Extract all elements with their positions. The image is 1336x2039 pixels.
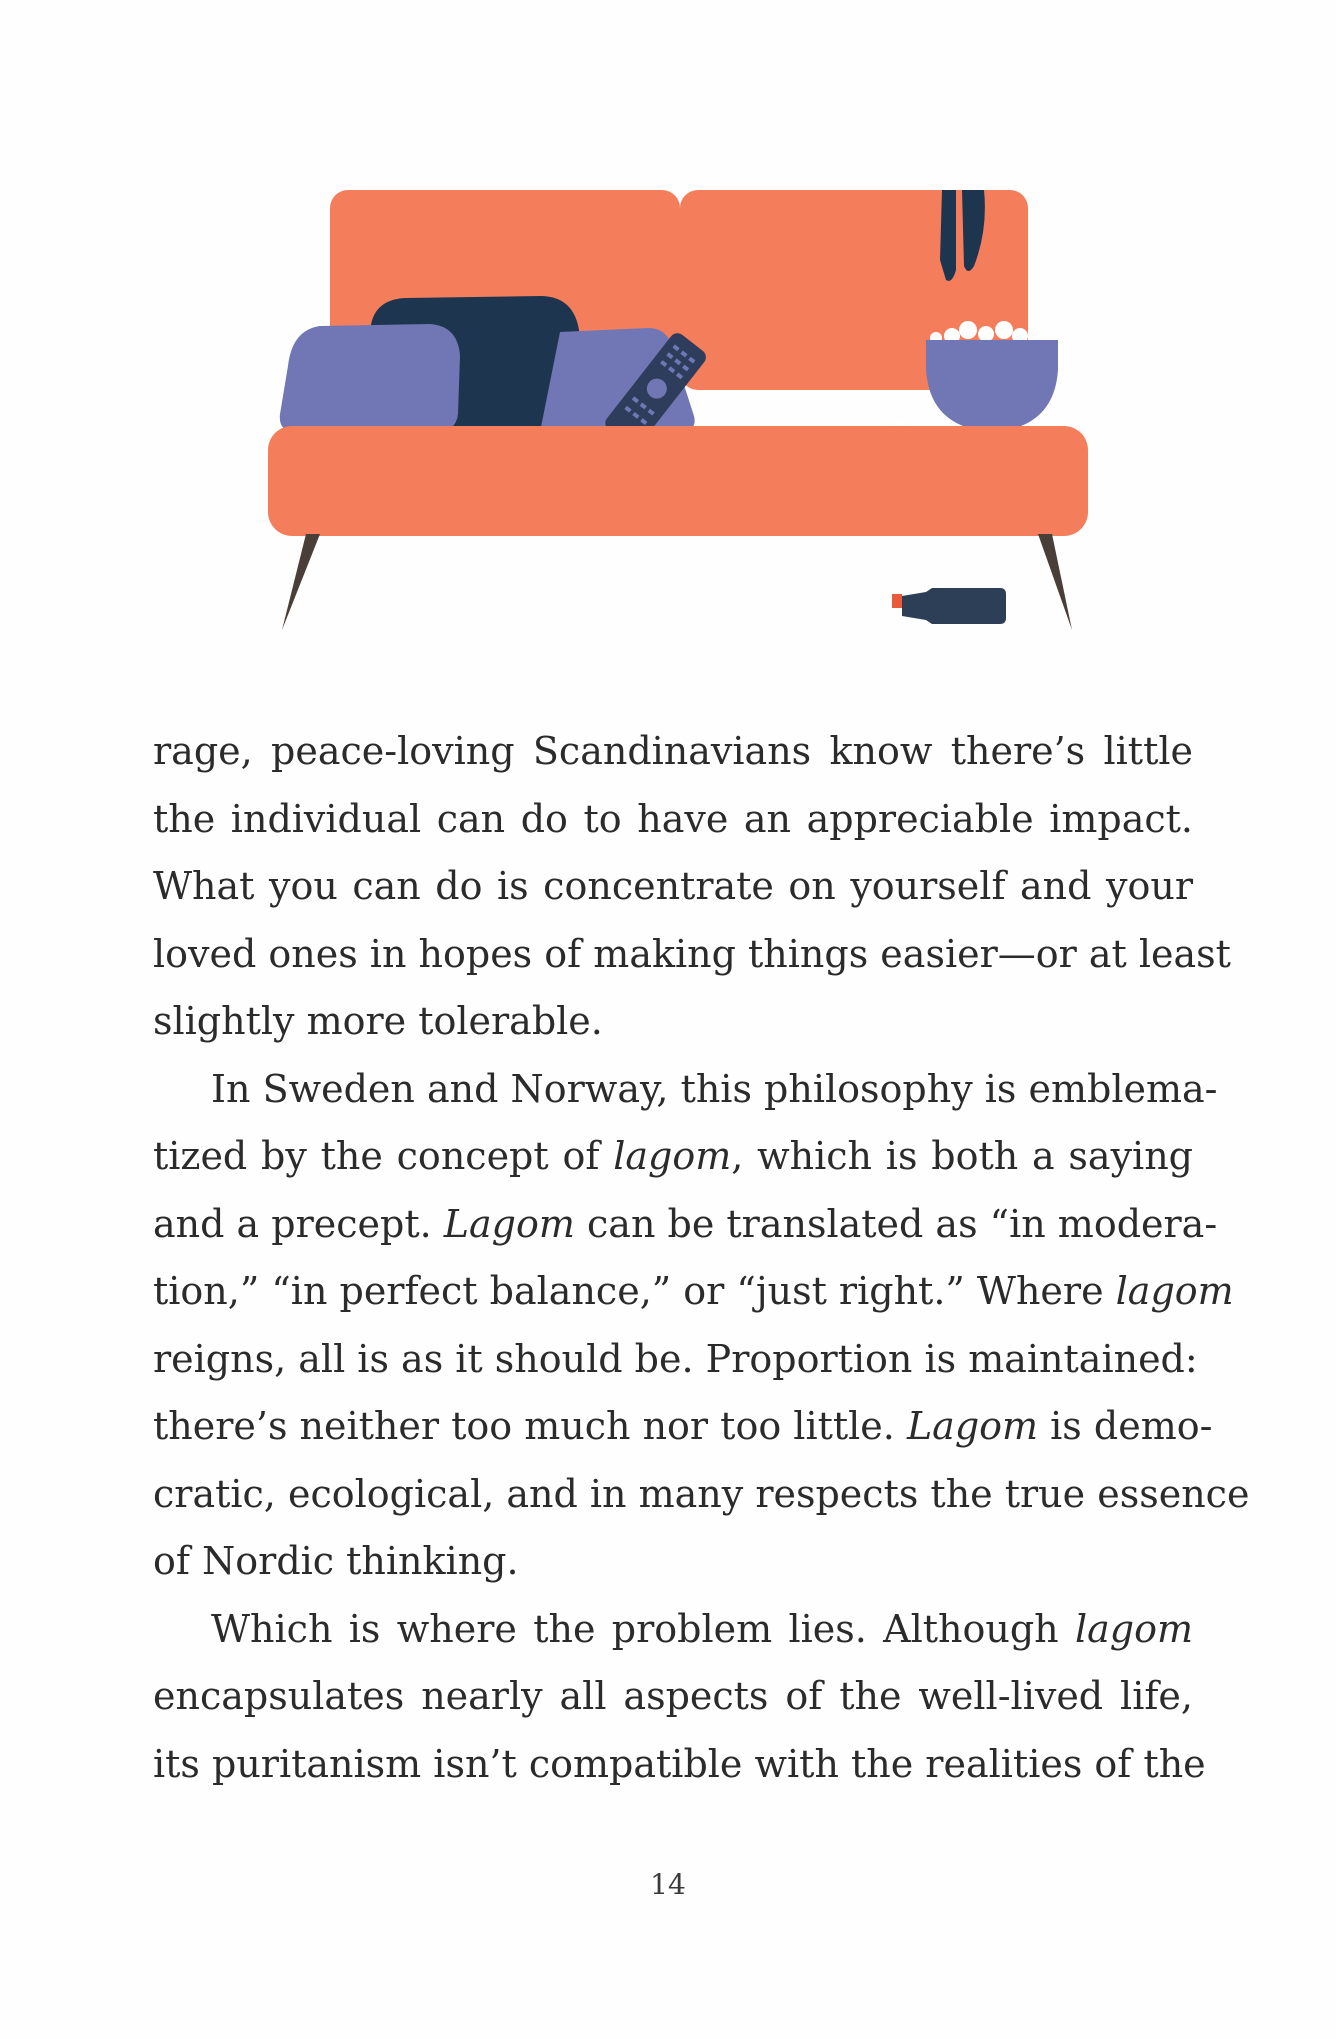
text-line: and a precept. Lagom can be translated as “in modera-	[153, 1201, 1218, 1246]
text-line: tion,” “in perfect balance,” or “just right.” Where lagom	[153, 1269, 1234, 1313]
text-line: rage, peace-loving Scandinavians know there’s little	[153, 729, 1193, 773]
text-line: loved ones in hopes of making things easier—or at least	[153, 931, 1231, 976]
text-line: there’s neither too much nor too little. Lagom is demo-	[153, 1404, 1213, 1448]
text-line: encapsulates nearly all aspects of the well-lived life,	[153, 1674, 1193, 1718]
bottle	[892, 588, 1006, 624]
text-line: cratic, ecological, and in many respects the true essence	[153, 1471, 1250, 1516]
body-text	[153, 718, 1250, 1798]
text-line: its puritanism isn’t compatible with the realities of the	[153, 1741, 1206, 1786]
text-line: tized by the concept of lagom, which is both a saying	[153, 1134, 1194, 1178]
text-line: What you can do is concentrate on yourself and your	[153, 864, 1193, 908]
text-line: reigns, all is as it should be. Proportion is maintained:	[153, 1336, 1198, 1381]
sofa-leg-right	[1038, 534, 1072, 630]
sofa-seat	[268, 426, 1088, 536]
page-number: 14	[650, 1868, 686, 1901]
light-cushion-left	[280, 324, 460, 432]
sofa-illustration	[240, 170, 1120, 650]
text-line: In Sweden and Norway, this philosophy is emblema-	[211, 1066, 1218, 1111]
text-line: of Nordic thinking.	[153, 1539, 519, 1583]
text-line: the individual can do to have an appreciable impact.	[153, 796, 1193, 841]
text-line: Which is where the problem lies. Although lagom	[211, 1606, 1193, 1651]
sofa-leg-left	[282, 534, 320, 630]
popcorn-bowl	[926, 340, 1058, 432]
sock	[940, 190, 956, 281]
text-line: slightly more tolerable.	[153, 999, 603, 1043]
